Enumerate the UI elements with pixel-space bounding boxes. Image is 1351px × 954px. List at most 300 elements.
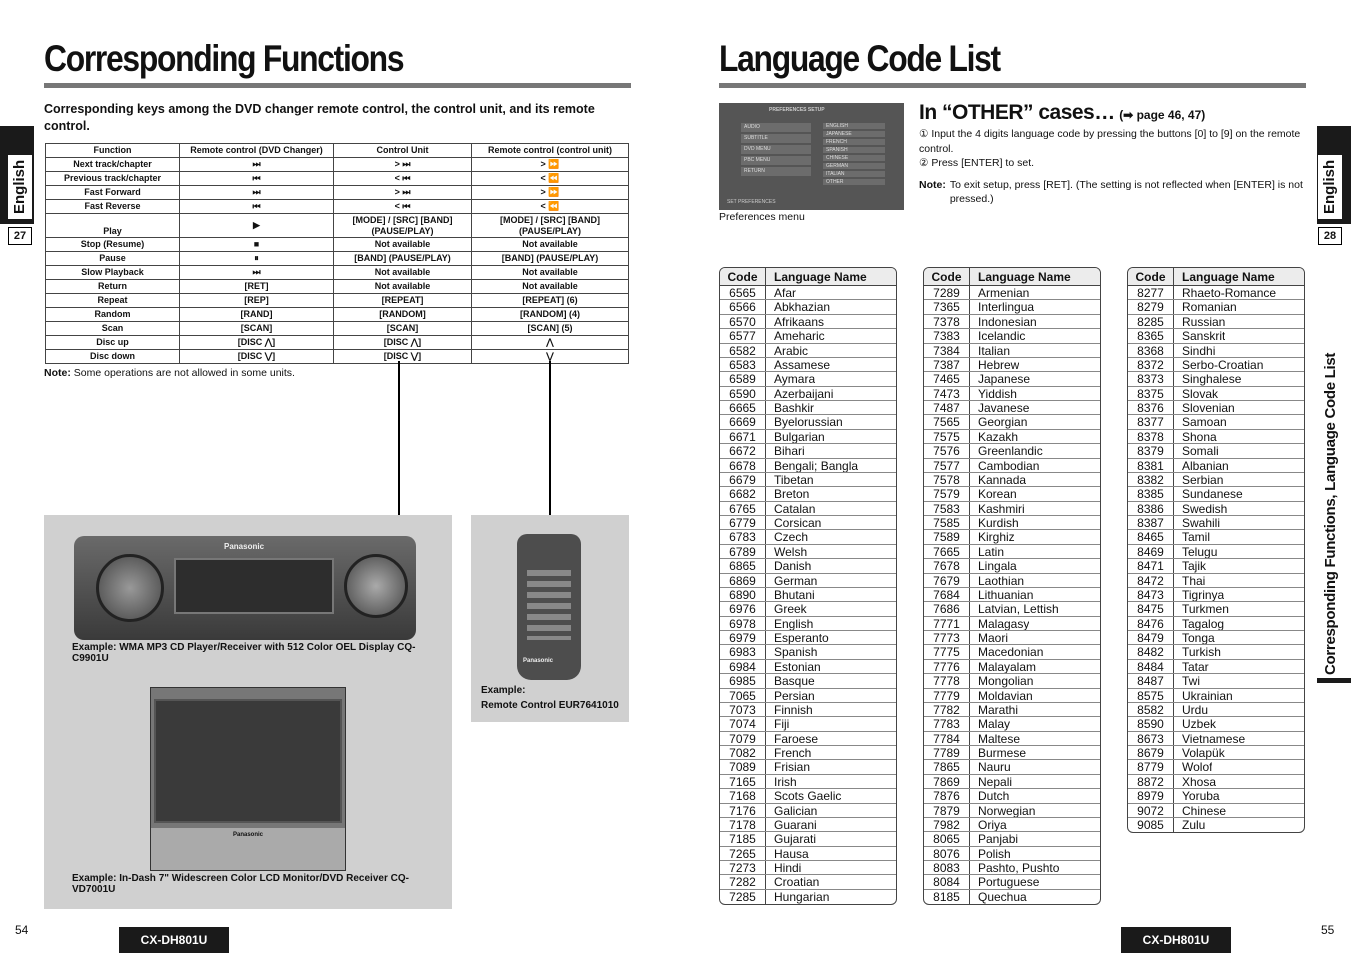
code-row — [1128, 689, 1304, 703]
table-row — [46, 322, 629, 336]
code-row — [1128, 660, 1304, 674]
language-name: Bashkir — [774, 401, 815, 415]
volume-knob — [96, 554, 164, 622]
language-name: Aymara — [774, 372, 816, 386]
language-code: 8375 — [1128, 387, 1174, 400]
code-row — [720, 344, 896, 358]
intro-text: Corresponding keys among the DVD changer remote control, the control unit, and its remote control. — [44, 102, 595, 133]
table-cell: ⏸ — [180, 252, 334, 266]
language-name: Kurdish — [978, 516, 1019, 530]
language-name: Tajik — [1182, 559, 1207, 573]
language-code: 6779 — [720, 516, 766, 529]
joystick-knob — [344, 554, 408, 618]
code-row — [720, 689, 896, 703]
device-panel — [44, 515, 452, 909]
code-row — [924, 602, 1100, 616]
table-cell: Disc up — [46, 336, 180, 350]
language-code: 8377 — [1128, 415, 1174, 428]
language-code: 6985 — [720, 674, 766, 687]
menu-item: PBC MENU — [741, 156, 811, 165]
table-cell: Not available — [334, 280, 472, 294]
code-row — [720, 617, 896, 631]
code-row — [1128, 574, 1304, 588]
code-row — [720, 818, 896, 832]
code-row — [720, 559, 896, 573]
language-code: 7686 — [924, 602, 970, 615]
language-code: 7773 — [924, 631, 970, 644]
code-row — [720, 459, 896, 473]
language-name: Vietnamese — [1182, 731, 1246, 745]
language-code: 7784 — [924, 732, 970, 745]
language-name: Portuguese — [978, 875, 1040, 889]
table-row — [46, 200, 629, 214]
table-cell: > ⏭ — [334, 186, 472, 200]
code-row — [1128, 315, 1304, 329]
language-name: Marathi — [978, 702, 1019, 717]
language-name: Lithuanian — [978, 587, 1034, 602]
table-cell: [MODE] / [SRC] [BAND] (PAUSE/PLAY) — [472, 214, 629, 238]
code-row — [924, 502, 1100, 516]
caption-remote — [481, 683, 619, 713]
table-cell: [RET] — [180, 280, 334, 294]
language-code: 7165 — [720, 775, 766, 788]
table-row — [46, 294, 629, 308]
table-cell: [DISC ⋀] — [180, 336, 334, 350]
code-row — [1128, 430, 1304, 444]
language-name: Uzbek — [1182, 717, 1217, 731]
menu-items-left — [741, 123, 811, 178]
table-row — [46, 336, 629, 350]
language-code: 8872 — [1128, 775, 1174, 788]
table-cell: ■ — [180, 238, 334, 252]
lcd-screen — [154, 699, 342, 823]
remote-panel — [471, 515, 629, 722]
table-cell: ⏭ — [180, 186, 334, 200]
language-name: Kirghiz — [978, 530, 1015, 544]
code-header: Code — [924, 268, 970, 285]
language-code: 7082 — [720, 746, 766, 759]
language-code: 7684 — [924, 588, 970, 601]
table-cell: [DISC ⋁] — [334, 350, 472, 364]
language-code: 7384 — [924, 344, 970, 357]
language-name: Croatian — [774, 875, 820, 889]
table-cell: Stop (Resume) — [46, 238, 180, 252]
caption-remote-line2: Remote Control EUR7641010 — [481, 700, 619, 711]
language-name: Twi — [1182, 674, 1200, 688]
language-name: Serbian — [1182, 472, 1224, 487]
code-row — [924, 617, 1100, 631]
code-row — [720, 789, 896, 803]
language-name: Russian — [1182, 314, 1226, 329]
table-cell: [SCAN] — [334, 322, 472, 336]
language-name: Serbo-Croatian — [1182, 357, 1264, 372]
code-row — [720, 315, 896, 329]
table-cell: > ⏩ — [472, 186, 629, 200]
language-code: 8373 — [1128, 372, 1174, 385]
title-rule-right — [719, 83, 1306, 88]
note-label-right: Note: — [919, 178, 946, 191]
language-code: 8469 — [1128, 545, 1174, 558]
language-name: Frisian — [774, 760, 811, 774]
language-name: Macedonian — [978, 645, 1044, 659]
language-code: 6669 — [720, 415, 766, 428]
code-row — [1128, 617, 1304, 631]
language-name: Sundanese — [1182, 487, 1243, 501]
language-name: German — [774, 573, 818, 587]
code-row — [1128, 444, 1304, 458]
language-name: Japanese — [978, 372, 1031, 386]
language-name: Indonesian — [978, 314, 1037, 329]
language-name: Persian — [774, 688, 815, 702]
language-code: 8279 — [1128, 300, 1174, 313]
code-row — [720, 875, 896, 889]
menu-item: ITALIAN — [823, 171, 885, 177]
code-row — [924, 588, 1100, 602]
code-row — [720, 502, 896, 516]
table-cell: < ⏮ — [334, 172, 472, 186]
language-code: 7771 — [924, 617, 970, 630]
code-row — [720, 760, 896, 774]
language-code: 7879 — [924, 804, 970, 817]
language-code: 8385 — [1128, 487, 1174, 500]
language-code: 7776 — [924, 660, 970, 673]
table-cell: Random — [46, 308, 180, 322]
table-cell: [MODE] / [SRC] [BAND] (PAUSE/PLAY) — [334, 214, 472, 238]
table-cell: Slow Playback — [46, 266, 180, 280]
code-row — [924, 530, 1100, 544]
code-row — [924, 847, 1100, 861]
language-code: 7285 — [720, 890, 766, 904]
connector-line-control-unit — [398, 361, 400, 516]
language-code: 6679 — [720, 473, 766, 486]
language-code: 7876 — [924, 789, 970, 802]
language-code: 8065 — [924, 832, 970, 845]
language-name: Esperanto — [774, 631, 829, 645]
language-code: 7589 — [924, 530, 970, 543]
language-name: Byelorussian — [774, 415, 843, 429]
menu-item: SUBTITLE — [741, 134, 811, 143]
language-name: Bihari — [774, 444, 805, 458]
code-row — [1128, 387, 1304, 401]
code-row — [924, 804, 1100, 818]
language-code: 6984 — [720, 660, 766, 673]
table-cell: < ⏪ — [472, 200, 629, 214]
table-row — [46, 172, 629, 186]
language-code: 8472 — [1128, 574, 1174, 587]
language-code: 8386 — [1128, 502, 1174, 515]
language-name: Irish — [774, 774, 797, 789]
caption-cq9901: Example: WMA MP3 CD Player/Receiver with 512 Color OEL Display CQ-C9901U — [72, 642, 416, 664]
code-row — [924, 832, 1100, 846]
table-cell: ▶ — [180, 214, 334, 238]
code-row — [720, 574, 896, 588]
code-row — [924, 645, 1100, 659]
menu-item: CHINESE — [823, 155, 885, 161]
language-code: 7487 — [924, 401, 970, 414]
language-name: English — [774, 616, 814, 630]
code-row — [1128, 746, 1304, 760]
code-row — [720, 372, 896, 386]
menu-item: AUDIO — [741, 123, 811, 132]
language-name: Singhalese — [1182, 372, 1242, 386]
code-row — [924, 674, 1100, 688]
language-code: 8575 — [1128, 689, 1174, 702]
code-row — [924, 387, 1100, 401]
language-name: Danish — [774, 559, 812, 573]
side-tab-label-box-left — [8, 155, 32, 219]
language-code: 8379 — [1128, 444, 1174, 457]
table-cell: [BAND] (PAUSE/PLAY) — [334, 252, 472, 266]
language-code: 8590 — [1128, 717, 1174, 730]
side-page-left: 27 — [8, 227, 32, 245]
code-row — [720, 890, 896, 904]
model-badge-left: CX-DH801U — [119, 927, 229, 953]
language-name: Greenlandic — [978, 444, 1043, 458]
menu-caption: Preferences menu — [719, 211, 805, 223]
language-name: Kannada — [978, 472, 1027, 487]
language-name: Bhutani — [774, 587, 815, 602]
table-cell: Pause — [46, 252, 180, 266]
code-row — [924, 415, 1100, 429]
table-row — [46, 158, 629, 172]
code-row — [720, 645, 896, 659]
language-code: 7865 — [924, 760, 970, 773]
code-row — [924, 286, 1100, 300]
menu-item: SPANISH — [823, 147, 885, 153]
table-cell: Not available — [334, 266, 472, 280]
language-code: 6672 — [720, 444, 766, 457]
language-name: Bulgarian — [774, 429, 825, 444]
language-name: Swahili — [1182, 516, 1221, 530]
note-text-right: To exit setup, press [RET]. (The setting is not reflected when [ENTER] is not pressed.) — [949, 178, 1303, 205]
code-row — [924, 473, 1100, 487]
language-name: Norwegian — [978, 803, 1036, 817]
language-name: Welsh — [774, 544, 808, 559]
language-code: 6582 — [720, 344, 766, 357]
title-rule-left — [44, 83, 631, 88]
table-cell: [RANDOM] — [334, 308, 472, 322]
language-code: 7679 — [924, 574, 970, 587]
table-row — [46, 350, 629, 364]
language-name: Arabic — [774, 343, 809, 357]
language-name: Oriya — [978, 817, 1007, 832]
table-cell: Repeat — [46, 294, 180, 308]
language-code: 7583 — [924, 502, 970, 515]
language-name: Hindi — [774, 861, 802, 875]
language-code: 7378 — [924, 315, 970, 328]
language-code: 8979 — [1128, 789, 1174, 802]
language-name: Pashto, Pushto — [978, 861, 1060, 875]
language-code: 6590 — [720, 387, 766, 400]
menu-item: RETURN — [741, 167, 811, 176]
language-name: Malayalam — [978, 659, 1037, 674]
language-name: Afrikaans — [774, 314, 825, 329]
language-name: Volapük — [1182, 746, 1225, 760]
connector-line-remote — [549, 361, 551, 516]
language-code: 8387 — [1128, 516, 1174, 529]
language-name: Ukrainian — [1182, 688, 1233, 702]
code-row — [720, 415, 896, 429]
name-header: Language Name — [1182, 270, 1275, 284]
menu-items-right — [823, 123, 885, 187]
table-cell: Previous track/chapter — [46, 172, 180, 186]
language-code: 8673 — [1128, 732, 1174, 745]
code-header: Code — [720, 268, 766, 285]
code-row — [924, 487, 1100, 501]
section-heading — [919, 101, 1205, 125]
table-cell: > ⏭ — [334, 158, 472, 172]
code-row — [1128, 760, 1304, 774]
language-code: 8582 — [1128, 703, 1174, 716]
code-table-3 — [1127, 267, 1305, 833]
code-row — [1128, 329, 1304, 343]
preferences-menu-image — [719, 103, 904, 210]
code-row — [924, 689, 1100, 703]
side-tab-label-left: English — [11, 159, 28, 215]
language-code: 7576 — [924, 444, 970, 457]
page-number-left: 54 — [15, 923, 29, 937]
language-name: Turkish — [1182, 645, 1221, 659]
language-code: 8482 — [1128, 645, 1174, 658]
code-row — [720, 732, 896, 746]
code-row — [924, 660, 1100, 674]
language-code: 6983 — [720, 645, 766, 658]
code-row — [924, 775, 1100, 789]
code-row — [720, 746, 896, 760]
code-row — [924, 717, 1100, 731]
language-name: Italian — [978, 343, 1011, 357]
table-cell: [RANDOM] (4) — [472, 308, 629, 322]
menu-item: JAPANESE — [823, 131, 885, 137]
code-row — [720, 660, 896, 674]
language-code: 7579 — [924, 487, 970, 500]
caption-remote-line1: Example: — [481, 685, 526, 696]
language-code: 8381 — [1128, 459, 1174, 472]
code-row — [720, 300, 896, 314]
code-row — [720, 329, 896, 343]
language-code: 7178 — [720, 818, 766, 831]
language-name: Nauru — [978, 760, 1011, 774]
code-table-header — [720, 268, 896, 286]
code-row — [720, 804, 896, 818]
language-code: 8378 — [1128, 430, 1174, 443]
col-header: Control Unit — [334, 144, 472, 158]
name-header: Language Name — [978, 270, 1071, 284]
page-title-right: Language Code List — [719, 38, 1000, 79]
language-name: Assamese — [774, 357, 831, 372]
language-code: 6865 — [720, 559, 766, 572]
code-row — [720, 602, 896, 616]
language-name: Tibetan — [774, 472, 814, 487]
code-row — [924, 344, 1100, 358]
code-row — [1128, 344, 1304, 358]
table-cell: [SCAN] — [180, 322, 334, 336]
code-row — [924, 516, 1100, 530]
menu-footer: SET PREFERENCES — [727, 199, 776, 205]
code-row — [1128, 732, 1304, 746]
code-row — [1128, 545, 1304, 559]
language-name: Tamil — [1182, 530, 1211, 544]
code-row — [1128, 372, 1304, 386]
language-code: 7473 — [924, 387, 970, 400]
language-code: 6976 — [720, 602, 766, 615]
caption-vd7001: Example: In-Dash 7" Widescreen Color LCD Monitor/DVD Receiver CQ-VD7001U — [72, 873, 409, 895]
language-code: 6765 — [720, 502, 766, 515]
table-row — [46, 280, 629, 294]
code-row — [924, 358, 1100, 372]
language-name: Ameharic — [774, 329, 825, 343]
language-name: Breton — [774, 487, 810, 501]
table-cell: Not available — [472, 280, 629, 294]
language-code: 7577 — [924, 459, 970, 472]
language-name: Tatar — [1182, 659, 1209, 674]
language-name: Moldavian — [978, 688, 1033, 702]
language-code: 6979 — [720, 631, 766, 644]
table-cell: [REP] — [180, 294, 334, 308]
code-row — [720, 775, 896, 789]
model-badge-right: CX-DH801U — [1121, 927, 1231, 953]
language-name: Samoan — [1182, 415, 1227, 429]
table-cell: [BAND] (PAUSE/PLAY) — [472, 252, 629, 266]
language-code: 6671 — [720, 430, 766, 443]
language-name: Fiji — [774, 717, 790, 731]
code-table-2 — [923, 267, 1101, 905]
language-code: 8679 — [1128, 746, 1174, 759]
code-row — [720, 631, 896, 645]
language-name: Tagalog — [1182, 616, 1225, 630]
display-window — [174, 558, 334, 614]
language-code: 8471 — [1128, 559, 1174, 572]
code-row — [720, 832, 896, 846]
code-row — [924, 760, 1100, 774]
table-cell: > ⏩ — [472, 158, 629, 172]
instructions — [919, 127, 1309, 207]
language-code: 7074 — [720, 717, 766, 730]
language-name: Guarani — [774, 817, 817, 832]
code-row — [1128, 502, 1304, 516]
code-row — [1128, 487, 1304, 501]
code-row — [720, 847, 896, 861]
code-row — [924, 401, 1100, 415]
table-cell: ⏭ — [180, 158, 334, 172]
language-code: 6665 — [720, 401, 766, 414]
code-row — [1128, 775, 1304, 789]
code-row — [924, 372, 1100, 386]
language-name: Sindhi — [1182, 343, 1216, 357]
table-header-row — [46, 144, 629, 158]
code-row — [1128, 358, 1304, 372]
language-code: 8487 — [1128, 674, 1174, 687]
code-row — [924, 703, 1100, 717]
language-code: 7778 — [924, 674, 970, 687]
language-code: 7273 — [720, 861, 766, 874]
code-row — [1128, 789, 1304, 803]
menu-item: GERMAN — [823, 163, 885, 169]
table-row — [46, 252, 629, 266]
language-name: Nepali — [978, 774, 1013, 789]
remote-brand: Panasonic — [523, 658, 554, 664]
table-cell: [DISC ⋀] — [334, 336, 472, 350]
code-row — [1128, 530, 1304, 544]
language-name: Urdu — [1182, 702, 1209, 717]
language-name: Finnish — [774, 702, 813, 717]
code-row — [1128, 588, 1304, 602]
language-name: Hungarian — [774, 889, 830, 904]
menu-item: OTHER — [823, 179, 885, 185]
language-name: Greek — [774, 602, 807, 616]
language-code: 7176 — [720, 804, 766, 817]
language-name: Korean — [978, 487, 1017, 501]
